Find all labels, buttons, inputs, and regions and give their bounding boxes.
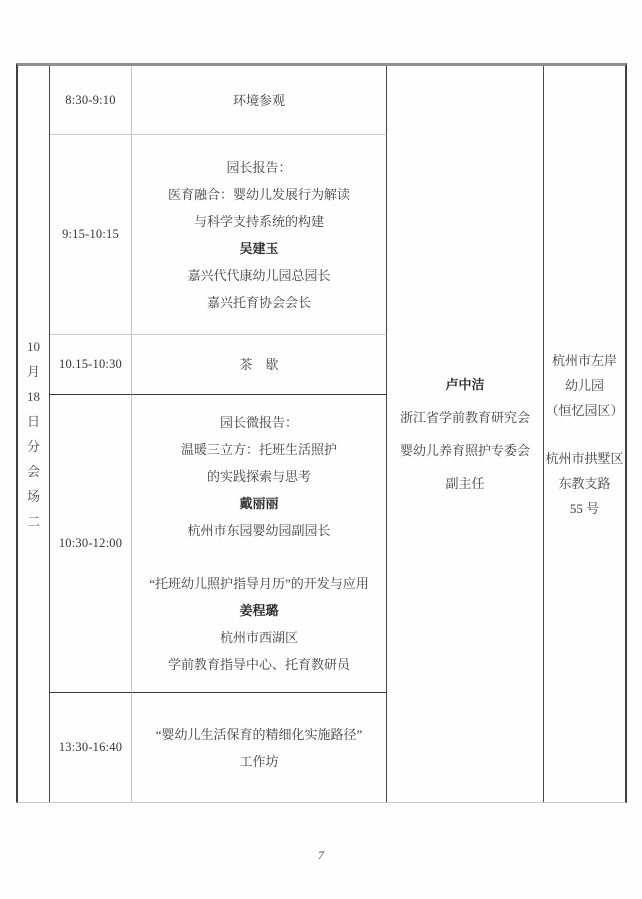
time-cell-row1: 8:30-9:10	[50, 66, 132, 135]
venue-line: 杭州市拱墅区	[545, 450, 624, 466]
session-line: 温暖三立方：托班生活照护	[180, 442, 337, 457]
time-cell-row5: 13:30-16:40	[50, 693, 132, 802]
session-line: 与科学支持系统的构建	[193, 213, 324, 229]
speaker-name: 姜程璐	[239, 603, 279, 618]
venue-line: （恒忆园区）	[545, 402, 624, 418]
venue-line: 55 号	[569, 500, 600, 516]
speaker-name: 戴丽丽	[239, 496, 279, 511]
session-line: 茶 歇	[239, 357, 279, 372]
moderator-title: 浙江省学前教育研究会	[399, 410, 530, 425]
moderator-title: 副主任	[445, 476, 485, 491]
speaker-title: 嘉兴托育协会会长	[206, 294, 311, 310]
venue-name-block	[545, 348, 623, 423]
speaker-title: 杭州市东园婴幼园副园长	[187, 523, 331, 538]
session-line: “婴幼儿生活保育的精细化实施路径”	[155, 726, 363, 742]
session-line: 园长微报告：	[219, 415, 298, 430]
session-cell-row2	[132, 135, 387, 335]
schedule-table	[16, 63, 627, 803]
venue-line: 幼儿园	[564, 377, 604, 393]
session-cell-row1	[132, 66, 387, 135]
session-block-1	[181, 409, 337, 544]
time-cell-row2: 9:15-10:15	[50, 135, 132, 335]
time-cell-row4: 10:30-12:00	[50, 395, 132, 693]
moderator-name: 卢中洁	[445, 377, 485, 392]
date-venue-cell	[18, 66, 50, 802]
speaker-title: 学前教育指导中心、托育教研员	[167, 657, 350, 672]
session-cell-row5	[132, 693, 387, 802]
moderator-cell	[387, 66, 544, 802]
moderator-title: 婴幼儿养育照护专委会	[399, 443, 530, 458]
venue-line: 东教支路	[558, 475, 611, 491]
speaker-title: 嘉兴代代康幼儿园总园长	[187, 267, 331, 283]
date-venue-char: 分	[26, 439, 40, 454]
venue-street-block	[545, 446, 623, 521]
session-line: 工作坊	[239, 753, 279, 769]
date-venue-char: 18	[27, 389, 40, 404]
venue-address-cell	[544, 66, 625, 802]
date-venue-char: 10	[27, 339, 40, 354]
session-line: “托班幼儿照护指导月历”的开发与应用	[149, 576, 369, 591]
speaker-name: 吴建玉	[239, 240, 279, 256]
session-line: 医育融合：婴幼儿发展行为解读	[167, 186, 350, 202]
date-venue-char: 会	[26, 464, 40, 479]
date-venue-char: 场	[26, 489, 40, 504]
venue-line: 杭州市左岸	[551, 352, 617, 368]
session-block-2	[149, 570, 369, 678]
page-number: 7	[318, 848, 324, 862]
session-line: 环境参观	[232, 92, 285, 108]
date-venue-char: 日	[26, 414, 40, 429]
session-line: 园长报告：	[226, 159, 292, 175]
speaker-title: 杭州市西湖区	[219, 630, 298, 645]
time-cell-row3: 10.15-10:30	[50, 335, 132, 395]
session-cell-row4	[132, 395, 387, 693]
session-cell-row3	[132, 335, 387, 395]
session-line: 的实践探索与思考	[206, 469, 311, 484]
date-venue-char: 二	[26, 514, 40, 529]
date-venue-char: 月	[26, 364, 40, 379]
